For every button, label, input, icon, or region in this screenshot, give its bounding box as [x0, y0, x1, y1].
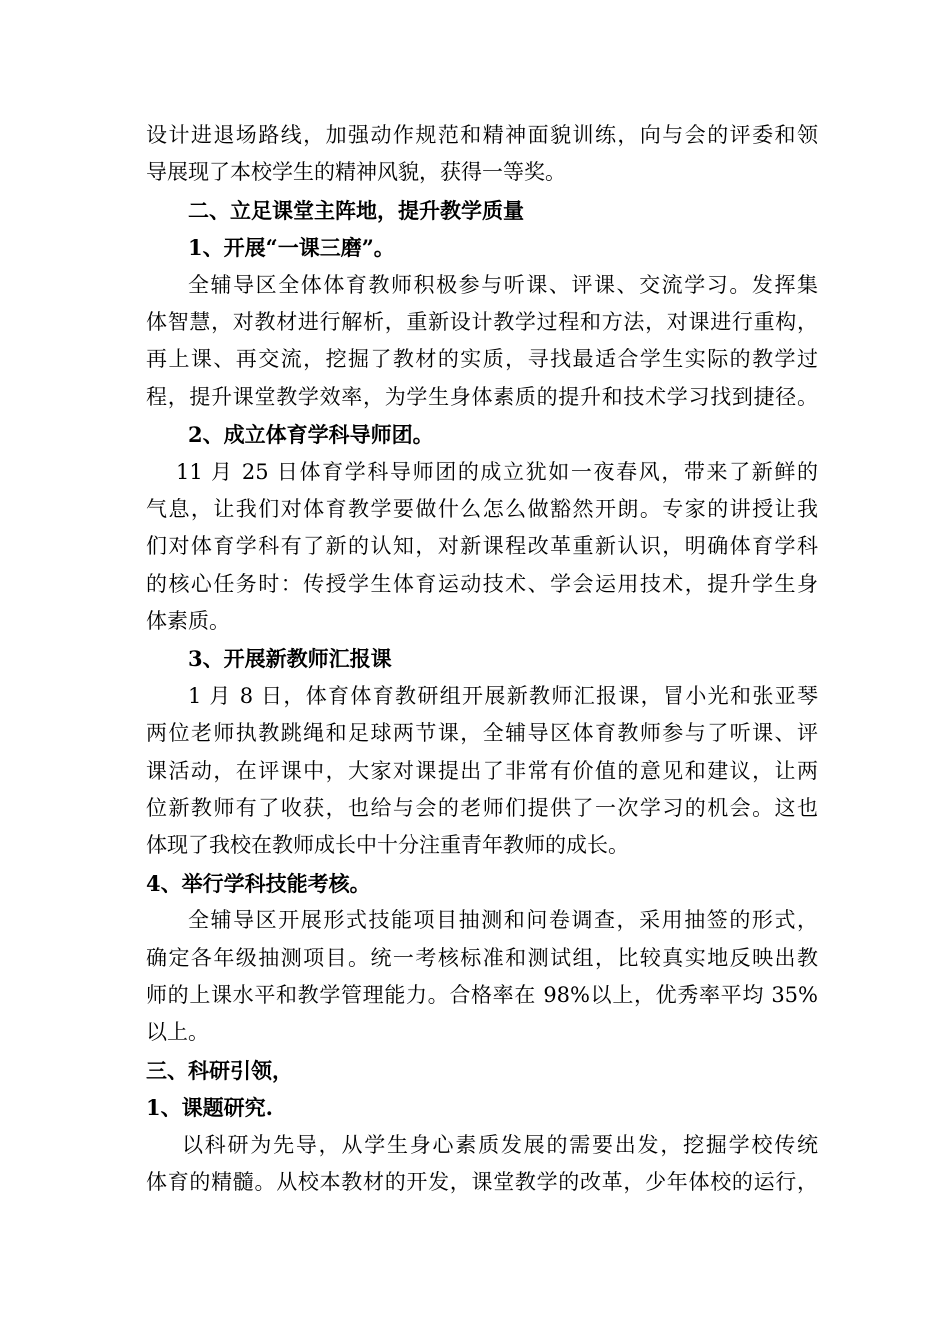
- section-heading-3: 三、科研引领，: [146, 1057, 293, 1083]
- paragraph-continued: [146, 117, 818, 192]
- text-line: 师的上课水平和教学管理能力。合格率在 98%以上，优秀率平均 35%: [146, 982, 818, 1007]
- text-line: 设计进退场路线，加强动作规范和精神面貌训练，向与会的评委和领: [146, 123, 818, 147]
- item-heading-1: 1、开展“一课三磨”。: [188, 235, 395, 261]
- text-line: 程，提升课堂教学效率，为学生身体素质的提升和技术学习找到捷径。: [146, 384, 818, 409]
- text-line: 体素质。: [146, 609, 230, 634]
- paragraph-research: [146, 1127, 818, 1202]
- text-line: 体智慧，对教材进行解析，重新设计教学过程和方法，对课进行重构，: [146, 309, 818, 334]
- text-line: 导展现了本校学生的精神风貌，获得一等奖。: [146, 160, 566, 185]
- text-line: 11 月 25 日体育学科导师团的成立犹如一夜春风，带来了新鲜的: [176, 459, 818, 484]
- paragraph-yike-sanmo: [146, 267, 818, 417]
- text-line: 体育的精髓。从校本教材的开发，课堂教学的改革，少年体校的运行，: [146, 1169, 818, 1194]
- text-line: 再上课、再交流，挖掘了教材的实质，寻找最适合学生实际的教学过: [146, 347, 818, 372]
- text-line: 们对体育学科有了新的认知，对新课程改革重新认识，明确体育学科: [146, 534, 818, 559]
- text-line: 两位老师执教跳绳和足球两节课，全辅导区体育教师参与了听课、评: [146, 721, 818, 746]
- item-heading-2: 2、成立体育学科导师团。: [188, 422, 434, 448]
- text-line: 全辅导区全体体育教师积极参与听课、评课、交流学习。发挥集: [188, 272, 818, 297]
- paragraph-skill-test: [146, 902, 818, 1052]
- item-heading-3: 3、开展新教师汇报课: [188, 646, 392, 672]
- paragraph-mentor-group: [146, 454, 818, 641]
- text-line: 的核心任务时：传授学生体育运动技术、学会运用技术，提升学生身: [146, 571, 818, 596]
- text-line: 气息，让我们对体育教学要做什么怎么做豁然开朗。专家的讲授让我: [146, 496, 818, 521]
- text-line: 位新教师有了收获，也给与会的老师们提供了一次学习的机会。这也: [146, 796, 818, 821]
- section-heading-2: 二、立足课堂主阵地，提升教学质量: [188, 197, 524, 223]
- text-line: 全辅导区开展形式技能项目抽测和问卷调查，采用抽签的形式，: [188, 908, 818, 933]
- text-line: 1 月 8 日，体育体育教研组开展新教师汇报课，冒小光和张亚琴: [188, 683, 818, 708]
- item-heading-4: 4、举行学科技能考核。: [146, 870, 371, 896]
- text-line: 以上。: [146, 1020, 209, 1045]
- paragraph-new-teacher: [146, 678, 818, 865]
- text-line: 体现了我校在教师成长中十分注重青年教师的成长。: [146, 833, 629, 858]
- document-body: [146, 117, 818, 1201]
- item-heading-research: 1、课题研究.: [146, 1095, 273, 1121]
- text-line: 确定各年级抽测项目。统一考核标准和测试组，比较真实地反映出教: [146, 945, 818, 970]
- text-line: 以科研为先导，从学生身心素质发展的需要出发，挖掘学校传统: [182, 1132, 818, 1157]
- text-line: 课活动，在评课中，大家对课提出了非常有价值的意见和建议，让两: [146, 758, 818, 783]
